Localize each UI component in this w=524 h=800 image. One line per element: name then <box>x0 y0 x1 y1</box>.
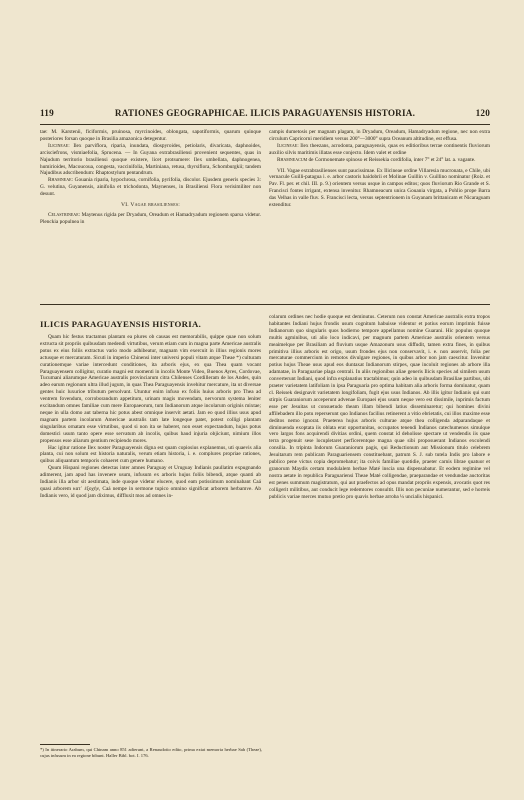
page-number-left: 119 <box>40 108 54 118</box>
paragraph: Rhamneacum de Cormonemate spinoso et Reissekia cordifolia, inter 7° et 24° lat. a. vagante. <box>277 156 476 163</box>
order-name: Celastrineae: <box>48 211 81 218</box>
paragraph: Rhamneae: Gouania riparia, hypochrosa, cornifolia, pyrifolia, discolor. Ejusdem generis species 3: G. velutina, Guyanensis, ainifolia et trichodonta, Maynenses, in Brasiliensi Flora verisimiliter non desunt. <box>40 177 261 198</box>
lower-right-column <box>269 314 490 500</box>
header-rule <box>40 124 490 125</box>
paragraph: Celastrineae: Maytenus rigida per Dryadum, Oreadum et Hamadryadum regionem sparsa videtur. Plenckia populnea in <box>40 211 261 225</box>
footnote-rule <box>40 744 90 745</box>
paragraph: campis dumetosis per magnam plagam, in Dryadum, Oreadum, Hamadryadum regione, nec non extra circulum Capricorni meridiem versus 200°—3000° supra Oceanum altitudine, est effusa. <box>269 129 490 142</box>
upper-left-column <box>40 129 261 226</box>
order-name: Rhamneae: <box>48 177 74 184</box>
paragraph: Quum Hispani regiones detectas inter amnes Paraguay et Uruguay Indianis paullatim expugnando adimerent, jam apud has invenere usum, infusum ex arboris hujus foliis bibendi, atque quanti ab Indianis illa arbor sit aestimata, inde quoque videtur elucere, quod eam potissimum nominabant Caá quasi arborem κατ᾽ ἐξοχήν, Caá nempe in sermone tupico omnino significat arborem herbamve. Ab Indianis vero, id quod jam diximus, diffluxit mos ad omnes in- <box>40 465 261 499</box>
paragraph: Hac igitur ratione Ilex noster Paraguayensis digna est quam copiosius explanemus, uti quaevis alia planta, cui non solum est historia naturalis, verum etiam historia, i. e. complures propriae rationes, quibus aliquantum temporis cohaeret cum genere humano. <box>40 444 261 465</box>
order-name: Rhamneacum <box>277 156 308 163</box>
running-title: RATIONES GEOGRAPHICAE. ILICIS PARAGUAYENSIS HISTORIA. <box>114 108 416 118</box>
page-number-right: 120 <box>475 108 490 118</box>
paragraph: colarum ordines nec hodie quoque est deminutus. Ceterum non constat Americae australis extra tropos habitantes Indiani hujus frondis usum cognitum habuisse videntur et potius eorum imprimis fuisse Indianorum quo singularis quos hodierno tempore appellamus nomine Guarani. Hic populus quoque multis agminibus, uti alio loco indicavi, per magnum partem Americae australis orientem versus meaimelque per Brasiliam ad fluvium usque Amazonum usus diffudit, tamen extra fines, in quibus primitiva illius arboris est origo, usum frondes ejus non conservavit, i. e. non asservit, folia per mercaturae commercium in remotos divulgare regiones, in quibus arbor non jam caescitur. Invenitur potius hujus Theae usus apud eos duntaxat Indianorum stirpes, quae incoluit regiones ab arbore illa adamatae, in Paraguariae plaga centrali. In aliis regionibus aliae generis Ilicis species ad similem usum converterunt Indiani, quod infra explanatius tractabimus; quin adeo in quibusdam Brasiliae partibus, ubi praeter varietatem latifoliam in ipsa Paraguaria pro optima habitam alia arboris forma dominatur, quam cl. Reissek designavit varietatem longifoliam, fugit ejus usus Indianos. Ab illis igitur Indianis qui sunt stirpis Guaraniorum acceperunt advenae Europaei ejus usum neque vero est dissimile, inprimis factum esse per Jesuitas ut consuetudo theam illam bibendi latius disseminaretur; qui homines divini affilebadem illo potu reperserunt quo Indianos facilius retinerent a vitio ebrietatis, cui illos maxime esse deditos nemo ignorat. Praeterea hujus arboris culturae atque thea colligenda adparandaque et diminuenda exoptata iis oblata erat opportunitas, occupatos tenendi Indianos catechumenos simulque vero largos fons acquirendi divitias ordini, quem constat id deholisse spectare ut vendendis iis quae terra progenuit sese locupletaret perficerentque magna quae sibi proposuerant Indianos excolendi consilia. In tripinta Indorum Guaraniorum pagis, qui Reductionum aut Missionum titulo celebrem Jesuitarum rem publicam Paraguariensem constituebant, patrum S. J. sub tutela Indis pro labore e publico pene victus copia depromebatur; ita coivis familiae quotidie, praeter carnis librae quatuor et granorum Maydis certam modulalem herbae Maté inscia una dispensabatur. Et eodem regimine vel nostra aetate in republica Paraguariensi Theae Maté colligendae, praeparandae et vendundae auctoritas est penes summum magistratum, qui aut praefectos ad opus mandat propriis expensis, avocatis quot res colligerit militibus, aut conducit lege redemtores consultit. Illis non pecuniae numerantur, sed e horreis publicis variae merces mutuo pretio pro quavis herbae arroba ¼ uncialis hispanici. <box>269 314 490 500</box>
paragraph: Quam hic festus tractamus plantam ea plures ob causas est memorabilis, quippe quae non solum extructa sit propriis quibusdam medendi virtutibus, verum etiam cum in magna parte Americae australis potus ex eius foliis extractus vario modo adhibeatur, magnam vim exercuit in illius regionis mores actusque et mercaturam. Sicuti in imperio Chinensi inter universi populi vitam atque Theae *) culturam curationemque variae intercedunt conditiones, ita arboris ejus, ex qua Thea quam vocant Paraguayensem colligitur, curatio magni est momenti in incolis Monte Video, Buenos Ayres, Cordovae, Tucumani aliarumque Americae australis provinciarum citra Chilenses Cordilleram de los Andes, quin adeo earum regionum ultra illud jugum, in quas Thea Paraguayensis invehitur mercature, ita ut diversae gentes huic luxurioe tributum persolvant. Utuntur enim infuso ex foliis huius arboris pro Thea ad ventrem fovendum, corroborandum appetitum, urinam magis movendam, nervorum systema leniter excitandum omnes familiae cum mere Europaeorum, tum Indianorum atque incolarum originis mixtae; neque in ulla domo aut taberna hic potus abest omnique inservit aetati. Jam eo quod illius usus apud magnam partem incolarum Americae australis tam late longeque patet, potest colligi plantam singularibus ornatam esse virtutibus, quod si non ita se haberet, non esset expectandum, hujus potus domestici usum tanto opere esse servatum ab incolis, quibus haud injuria objiciunt, nimium illos propensos esse aliarum gentium recipiendo mores. <box>40 334 261 444</box>
order-name: Ilicineae: <box>277 142 299 149</box>
order-name: Ilicineae: <box>48 142 70 149</box>
paragraph: Ilicineae: Ilex theezans, acrodonta, paraguayensis, quas ex editioribus terrae continentis fluviorum auxilio silvis maritimis illatas esse conjecto. Idem valet et ordine <box>269 142 490 156</box>
section-title: ILICIS PARAGUAYENSIS HISTORIA. <box>40 319 202 329</box>
footnote: *) In itinerario Arabum, qui Chinam anno 851 adierunt, a Renaudotio edito, prima extat memoria herbae Sah (Theae), cujus infusum in ea regione bibunt. Haller Bibl. bot. I. 176. <box>40 747 262 758</box>
running-header <box>40 108 490 122</box>
subsection-paragraph: VII. Vagae extrabrasilienses sunt paucissimae. Ex Ilicineae ordine Villaresia mucronata, e Chile, ubi vernacule Guilli-patagua i. e. arbor castoris haidobrii et Molinae Guillin v. Guillino nominatur (Roiz. et Pav. Fl. per. et chil. III. p. 9.) orientem versus usque in campos editos; quos fluviorum Rio Grande et S. Francisci fontes irrigant, extensa invenitur. Rhamneacum unica Gouania virgata, a Pohlio prope Barra das Velhas in valle fluv. S. Francisci lecta, versus septentrionem in Guyanam brittanicam et Nicaraguam extenditur. <box>269 167 490 209</box>
section-rule <box>40 304 490 305</box>
paragraph: tae: M. Karstenii, ficiformis, pruinosa, myrcinoides, oblongata, sapotiformis, quarum quinque posteriores forsan quoque in Brasilia amazonica detegentur. <box>40 129 261 142</box>
subsection-heading: VI. Vagae brasilienses: <box>120 202 181 209</box>
upper-right-column <box>269 129 490 209</box>
lower-left-column <box>40 334 261 500</box>
paragraph: Ilicineae: Ilex parviflora, riparia, inundata, diospyroides, petiolaris, divaricata, daphnoides, arcisciefrons, vismiaefolia, Sprucena. — In Guyana extrabrasiliensi provenient sequentes, quas in Najudum territorio brasiliensi quoque existere, licet protsumere: Ilex umbellata, daphnogenea, humirioides, Macoucoua, congesta, vaccinifolia, Martiniana, retusa, thyrsiflora, Schomburgkii; tandem Najudibus adscribendum: Rhaptostylum pentandrum. <box>40 142 261 177</box>
